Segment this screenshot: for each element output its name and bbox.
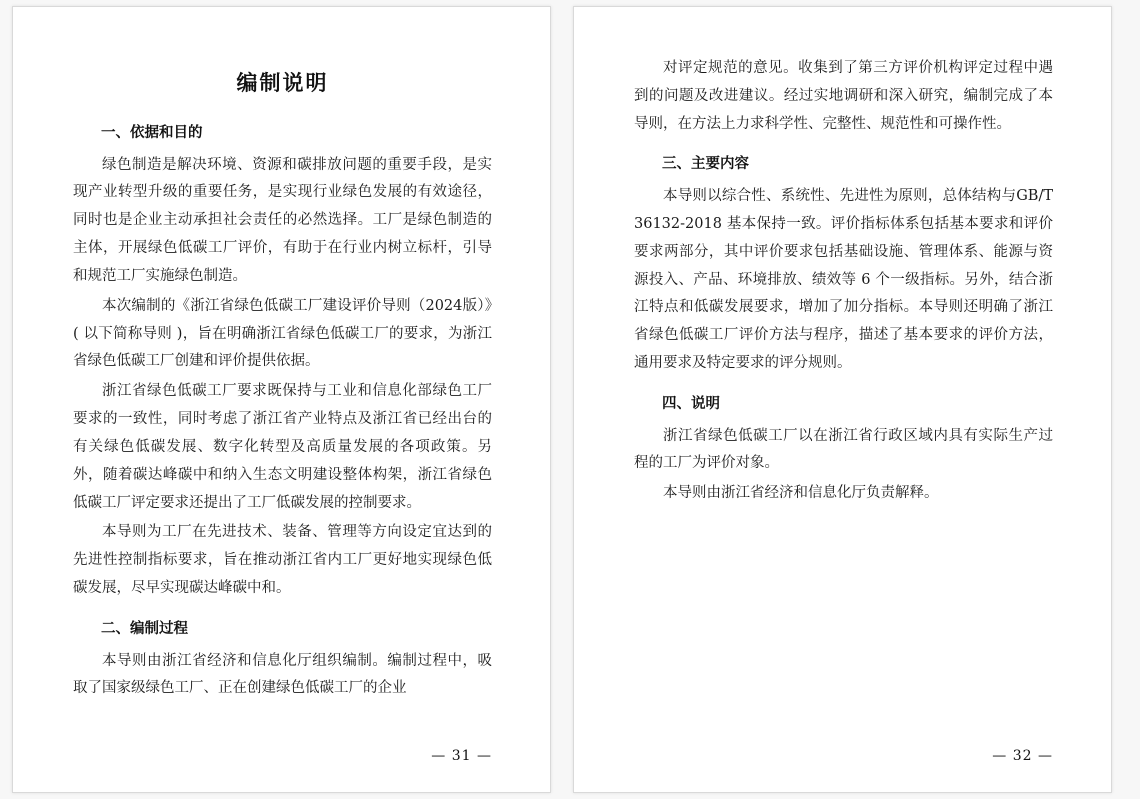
page-right-content xyxy=(634,55,1053,732)
paragraph: 本导则由浙江省经济和信息化厅组织编制。编制过程中，吸取了国家级绿色工厂、正在创建绿色低碳工厂的企业 xyxy=(73,652,492,697)
section-heading-4: 四、说明 xyxy=(662,394,720,412)
document-page-left xyxy=(12,6,551,793)
paragraph: 绿色制造是解决环境、资源和碳排放问题的重要手段，是实现产业转型升级的重要任务，是实现行业绿色发展的有效途径，同时也是企业主动承担社会责任的必然选择。工厂是绿色制造的主体，开展绿色低碳工厂评价，有助于在行业内树立标杆，引导和规范工厂实施绿色制造。 xyxy=(73,156,492,284)
paragraph: 本次编制的《浙江省绿色低碳工厂建设评价导则（2024版）》( 以下简称导则 )，旨在明确浙江省绿色低碳工厂的要求，为浙江省绿色低碳工厂创建和评价提供依据。 xyxy=(73,297,492,370)
paragraph: 对评定规范的意见。收集到了第三方评价机构评定过程中遇到的问题及改进建议。经过实地调研和深入研究，编制完成了本导则，在方法上力求科学性、完整性、规范性和可操作性。 xyxy=(634,60,1053,132)
paragraph: 浙江省绿色低碳工厂要求既保持与工业和信息化部绿色工厂要求的一致性，同时考虑了浙江省产业特点及浙江省已经出台的有关绿色低碳发展、数字化转型及高质量发展的各项政策。另外，随着碳达峰碳中和纳入生态文明建设整体构架，浙江省绿色低碳工厂评定要求还提出了工厂低碳发展的控制要求。 xyxy=(73,383,492,511)
page-left-content xyxy=(73,55,492,732)
paragraph: 浙江省绿色低碳工厂以在浙江省行政区域内具有实际生产过程的工厂为评价对象。 xyxy=(634,427,1053,472)
paragraph: 本导则由浙江省经济和信息化厅负责解释。 xyxy=(663,485,939,502)
page-number-left: — 31 — xyxy=(431,748,492,764)
section-heading-2: 二、编制过程 xyxy=(101,619,188,637)
page-title: 编制说明 xyxy=(236,70,329,95)
paragraph: 本导则以综合性、系统性、先进性为原则，总体结构与GB/T 36132-2018 基本保持一致。评价指标体系包括基本要求和评价要求两部分，其中评价要求包括基础设施、管理体系、能源与资源投入、产品、环境排放、绩效等 6 个一级指标。另外，结合浙江特点和低碳发展要求，增加了加分指标。本导则还明确了浙江省绿色低碳工厂评价方法与程序，描述了基本要求的评价方法，通用要求及特定要求的评分规则。 xyxy=(634,188,1053,372)
page-number-right: — 32 — xyxy=(992,748,1053,764)
section-heading-3: 三、主要内容 xyxy=(662,155,749,173)
section-heading-1: 一、依据和目的 xyxy=(101,124,203,141)
document-page-right xyxy=(573,6,1112,793)
paragraph: 本导则为工厂在先进技术、装备、管理等方向设定宜达到的先进性控制指标要求，旨在推动浙江省内工厂更好地实现绿色低碳发展，尽早实现碳达峰碳中和。 xyxy=(73,524,492,597)
